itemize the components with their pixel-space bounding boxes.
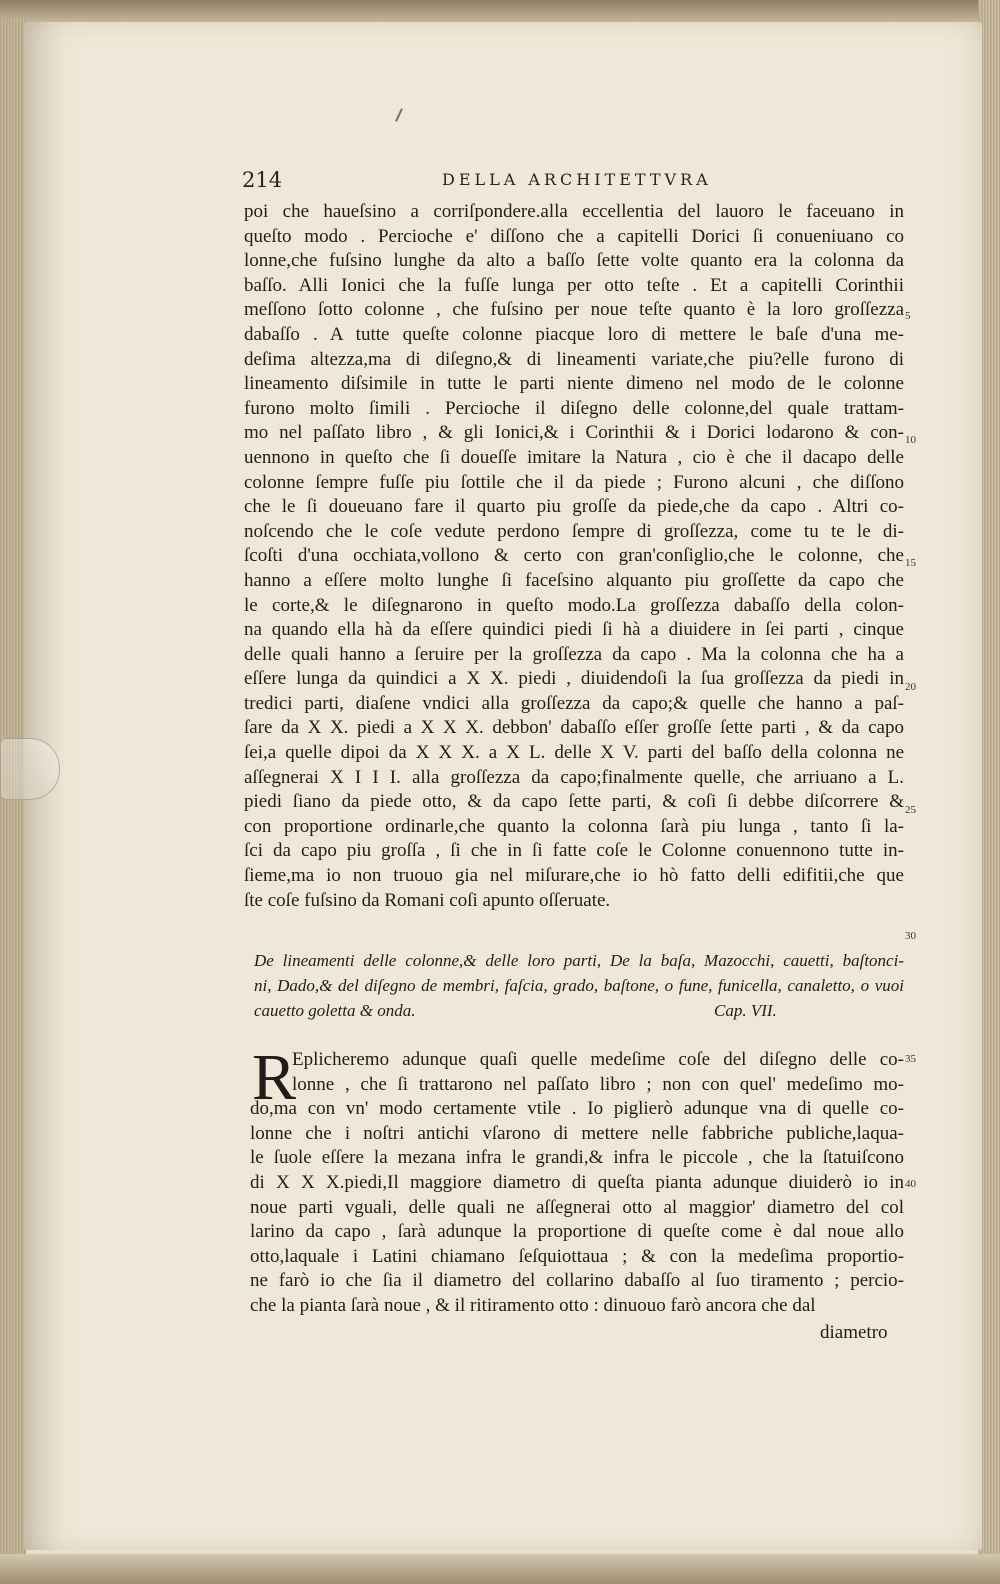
chapter-label: Cap. VII. xyxy=(714,1001,777,1020)
chapter-text-line: ne farò io che ſia il diametro del collarino dabaſſo al ſuo tiramento ; percio- xyxy=(250,1270,904,1292)
drop-capital: R xyxy=(252,1041,297,1114)
margin-line-number: 20 xyxy=(905,681,916,693)
margin-line-number: 15 xyxy=(905,557,916,569)
chapter-text-line: Eplicheremo adunque quaſi quelle medeſime coſe del diſegno delle co- xyxy=(292,1049,904,1070)
text-line: queſto modo . Percioche e' diſſono che a capitelli Dorici ſi conueniuano co xyxy=(244,225,904,247)
text-line: ſieme,ma io non truouo gia nel miſurare,che io hò fatto delli edifitii,che que xyxy=(244,865,904,887)
page-number: 214 xyxy=(242,168,283,192)
chapter-text-line: noue parti vguali, delle quali ne aſſegnerai otto al maggior' diametro del col xyxy=(250,1196,904,1218)
text-line: noſcendo che le coſe vedute perdono ſempre di groſſezza, come tu te le di- xyxy=(244,520,904,542)
chapter-text-line: di X X X.piedi,Il maggiore diametro di queſta pianta adunque diuiderò io in xyxy=(250,1171,904,1193)
margin-line-number: 35 xyxy=(905,1053,916,1065)
catchword: diametro xyxy=(820,1322,888,1343)
text-line: le corte,& le diſegnarono in queſto modo.La groſſezza dabaſſo della colon- xyxy=(244,594,904,616)
top-page-edge xyxy=(0,0,1000,22)
text-line: che le ſi doueuano fare il quarto piu groſſe da piede,che da capo . Altri co- xyxy=(244,496,904,518)
text-line: aſſegnerai X I I I. alla groſſezza da capo;finalmente quelle, che arriuano a L. xyxy=(244,766,904,788)
running-title: DELLA ARCHITETTVRA xyxy=(442,170,712,189)
chapter-text-line: che la pianta ſarà noue , & il ritiramento otto : dinuouo farò ancora che dal xyxy=(250,1294,816,1316)
margin-line-number: 5 xyxy=(905,310,911,322)
chapter-title-line: ni, Dado,& del diſegno de membri, faſcia, grado, baſtone, o fune, funicella, canaletto, o vuoi xyxy=(254,976,904,995)
margin-line-number: 25 xyxy=(905,804,916,816)
bottom-page-edge xyxy=(0,1554,1000,1584)
chapter-title-line: cauetto goletta & onda. xyxy=(254,1001,416,1020)
chapter-text-line: larino da capo , ſarà adunque la proportione di queſte come è dal noue allo xyxy=(250,1221,904,1243)
page-clip xyxy=(0,738,60,800)
margin-line-number: 10 xyxy=(905,434,916,446)
text-line: dabaſſo . A tutte queſte colonne piacque loro di mettere le baſe d'una me- xyxy=(244,323,904,345)
margin-line-number: 40 xyxy=(905,1178,916,1190)
text-line: poi che haueſsino a corriſpondere.alla eccellentia del lauoro le faceuano in xyxy=(244,201,904,222)
text-line: tredici parti, diaſene vndici alla groſſezza da capo;& quelle che hanno a paſ- xyxy=(244,692,904,714)
text-line: mo nel paſſato libro , & gli Ionici,& i Corinthii & i Dorici lodarono & con- xyxy=(244,422,904,444)
text-line: ſci da capo piu groſſa , ſi che in ſi fatte coſe le Colonne conuennono tutte in- xyxy=(244,840,904,862)
chapter-heading xyxy=(254,948,904,1023)
text-line: meſſono ſotto colonne , che fuſsino per noue teſte quanto è la loro groſſezza xyxy=(244,299,904,321)
text-line: colonne ſempre fuſſe piu ſottile che il da piede ; Furono alcuni , che diſſono xyxy=(244,471,904,493)
chapter-text-line: do,ma con vn' modo certamente vtile . Io piglierò adunque vna di quelle co- xyxy=(250,1098,904,1120)
text-line: furono molto ſimili . Percioche il diſegno delle colonne,del quale trattam- xyxy=(244,397,904,419)
text-line: ſare da X X. piedi a X X X. debbon' dabaſſo eſſer groſſe ſette parti , & da capo xyxy=(244,717,904,739)
text-line: na quando ella hà da eſſere quindici piedi ſi hà a diuidere in ſei parti , cinque xyxy=(244,619,904,641)
main-text-block xyxy=(244,200,904,913)
chapter-text-line: le ſuole eſſere la mezana infra le grandi,& infra le piccole , che la ſtatuiſcono xyxy=(250,1147,904,1169)
chapter-text-block xyxy=(250,1041,904,1319)
text-line: lineamento diſsimile in tutte le parti niente dimeno nel modo de le colonne xyxy=(244,373,904,395)
chapter-text-line: otto,laquale i Latini chiamano ſeſquiottaua ; & con la medeſima proportio- xyxy=(250,1245,904,1267)
text-line: ſei,a quelle dipoi da X X X. a X L. delle X V. parti del baſſo della colonna ne xyxy=(244,742,904,764)
chapter-text-line: lonne che i noſtri antichi vſarono di mettere nelle fabbriche publiche,laqua- xyxy=(250,1122,904,1144)
text-line: delle quali hanno a ſeruire per la groſſezza da capo . Ma la colonna che ha a xyxy=(244,643,904,665)
margin-line-number: 30 xyxy=(905,930,916,942)
text-line: deſima altezza,ma di diſegno,& di lineamenti variate,che piu?elle furono di xyxy=(244,348,904,370)
text-line: eſſere lunga da quindici a X X. piedi , diuidendoſi la ſua groſſezza da piedi in xyxy=(244,668,904,690)
chapter-title-line: De lineamenti delle colonne,& delle loro parti, De la baſa, Mazocchi, cauetti, baſtonci- xyxy=(254,951,904,970)
text-line: ſcoſti d'una occhiata,vollono & certo con gran'conſiglio,che le colonne, che xyxy=(244,545,904,567)
text-line: lonne,che fuſsino lunghe da alto a baſſo ſette volte quanto era la colonna da xyxy=(244,250,904,272)
text-line: piedi ſiano da piede otto, & da capo ſette parti, & coſi ſi debbe diſcorrere & xyxy=(244,791,904,813)
running-head xyxy=(242,168,762,194)
text-line: ſte coſe fuſsino da Romani coſi apunto oſſeruate. xyxy=(244,889,611,911)
chapter-text-line: lonne , che ſi trattarono nel paſſato libro ; non con quel' medeſimo mo- xyxy=(292,1073,904,1095)
text-line: hanno a eſſere molto lunghe ſi faceſsino alquanto piu groſſette da capo che xyxy=(244,569,904,591)
text-line: baſſo. Alli Ionici che la fuſſe lunga per otto teſte . Et a capitelli Corinthii xyxy=(244,274,904,296)
text-line: uennono in queſto che ſi doueſſe imitare la Natura , cio è che il dacapo delle xyxy=(244,446,904,468)
text-line: con proportione ordinarle,che quanto la colonna ſarà piu lunga , tanto ſi la- xyxy=(244,815,904,837)
